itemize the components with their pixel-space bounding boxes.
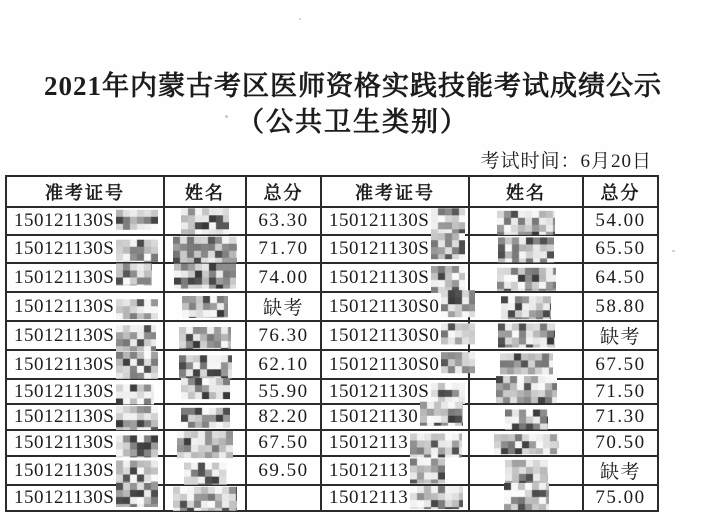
admission-id-cell (6, 235, 164, 263)
name-cell (469, 456, 583, 485)
column-header: 姓名 (164, 176, 246, 207)
score-cell: 64.50 (583, 263, 658, 292)
name-cell (469, 207, 583, 235)
name-cell (469, 379, 583, 404)
admission-id-cell (321, 235, 469, 263)
column-header: 准考证号 (321, 176, 469, 207)
admission-id-cell (321, 292, 469, 321)
admission-id-prefix: 150121130S (14, 266, 115, 288)
redaction-mosaic (410, 486, 463, 509)
redaction-mosaic (116, 483, 158, 507)
score-cell: 74.00 (246, 263, 321, 292)
redaction-mosaic (431, 208, 465, 234)
admission-id-cell (321, 430, 469, 456)
redaction-mosaic (504, 483, 549, 510)
admission-id-prefix: 150121130S (14, 210, 115, 231)
name-cell (469, 235, 583, 263)
score-cell: 55.90 (246, 379, 321, 404)
redaction-mosaic (496, 376, 557, 403)
admission-id-prefix: 150121130S (14, 487, 115, 508)
name-cell (164, 404, 246, 430)
exam-time-label: 考试时间：6月20日 (480, 151, 652, 172)
score-cell: 63.30 (246, 207, 321, 235)
redaction-mosaic (173, 237, 237, 263)
table-row (6, 485, 658, 511)
redaction-mosaic (181, 208, 229, 234)
admission-id-prefix: 150121130S (329, 210, 430, 231)
score-cell: 65.50 (583, 235, 658, 263)
table-row (6, 456, 658, 485)
admission-id-cell (321, 321, 469, 350)
redaction-mosaic (173, 487, 237, 511)
admission-id-prefix: 150121130 (329, 406, 419, 427)
redaction-mosaic (498, 323, 555, 347)
admission-id-prefix: 15012113 (329, 459, 409, 481)
redaction-mosaic (420, 402, 463, 426)
redaction-mosaic (116, 461, 158, 484)
name-cell (164, 379, 246, 404)
admission-id-cell (6, 379, 164, 404)
admission-id-prefix: 150121130S (329, 238, 430, 259)
redaction-mosaic (179, 327, 231, 349)
admission-id-cell (321, 350, 469, 379)
admission-id-prefix: 15012113 (329, 487, 409, 508)
score-cell: 71.50 (583, 379, 658, 404)
admission-id-prefix: 150121130S (329, 266, 430, 288)
redaction-mosaic (441, 352, 475, 373)
redaction-mosaic (116, 299, 158, 319)
admission-id-prefix: 150121130S (14, 459, 115, 481)
column-header: 总分 (583, 176, 658, 207)
score-cell: 缺考 (583, 321, 658, 350)
table-row (6, 430, 658, 456)
name-cell (164, 456, 246, 485)
redaction-mosaic (116, 263, 152, 285)
table-row (6, 404, 658, 430)
table-row (6, 207, 658, 235)
admission-id-prefix: 150121130S (14, 380, 115, 402)
redaction-mosaic (497, 211, 555, 235)
admission-id-cell (6, 430, 164, 456)
name-cell (164, 321, 246, 350)
redaction-mosaic (410, 434, 462, 458)
score-cell: 缺考 (246, 292, 321, 321)
table-row (6, 350, 658, 379)
score-cell: 缺考 (583, 456, 658, 485)
admission-id-cell (321, 379, 469, 404)
redaction-mosaic (505, 410, 548, 430)
admission-id-prefix: 150121130S (14, 406, 115, 427)
column-header: 总分 (246, 176, 321, 207)
name-cell (164, 430, 246, 456)
redaction-mosaic (497, 268, 556, 291)
page-subtitle: （公共卫生类别） (237, 107, 469, 137)
name-cell (164, 485, 246, 511)
score-cell: 70.50 (583, 430, 658, 456)
admission-id-prefix: 150121130S0 (329, 295, 440, 317)
table-header-row (6, 176, 658, 207)
redaction-mosaic (500, 353, 553, 374)
score-cell: 54.00 (583, 207, 658, 235)
redaction-mosaic (116, 435, 158, 457)
name-cell (469, 430, 583, 456)
table-row (6, 263, 658, 292)
redaction-mosaic (494, 434, 559, 454)
redaction-mosaic (441, 323, 475, 344)
redaction-mosaic (498, 237, 554, 262)
redaction-mosaic (116, 325, 156, 351)
score-cell: 62.10 (246, 350, 321, 379)
redaction-mosaic (179, 355, 232, 378)
score-cell: 67.50 (246, 430, 321, 456)
column-header: 准考证号 (6, 176, 164, 207)
redaction-mosaic (441, 290, 475, 317)
redaction-mosaic (116, 210, 158, 230)
admission-id-cell (6, 263, 164, 292)
admission-id-cell (6, 207, 164, 235)
admission-id-cell (321, 456, 469, 485)
score-cell: 71.70 (246, 235, 321, 263)
table-row (6, 235, 658, 263)
admission-id-cell (6, 456, 164, 485)
score-cell: 76.30 (246, 321, 321, 350)
admission-id-prefix: 150121130S0 (329, 353, 440, 375)
score-cell: 69.50 (246, 456, 321, 485)
name-cell (164, 263, 246, 292)
redaction-mosaic (182, 296, 228, 318)
name-cell (164, 350, 246, 379)
scan-speck (672, 250, 675, 252)
score-cell (246, 485, 321, 511)
name-cell (469, 404, 583, 430)
score-cell: 67.50 (583, 350, 658, 379)
name-cell (469, 292, 583, 321)
name-cell (469, 350, 583, 379)
admission-id-prefix: 150121130S (14, 353, 115, 375)
redaction-mosaic (184, 462, 227, 484)
column-header: 姓名 (469, 176, 583, 207)
admission-id-cell (321, 404, 469, 430)
scan-speck (299, 18, 301, 20)
redaction-mosaic (431, 233, 465, 259)
admission-id-prefix: 150121130S (14, 295, 115, 317)
admission-id-cell (6, 321, 164, 350)
redaction-mosaic (431, 266, 465, 293)
name-cell (469, 321, 583, 350)
table-row (6, 292, 658, 321)
name-cell (164, 207, 246, 235)
admission-id-prefix: 150121130S (14, 432, 115, 453)
admission-id-prefix: 15012113 (329, 432, 409, 453)
redaction-mosaic (181, 378, 230, 399)
name-cell (469, 485, 583, 511)
redaction-mosaic (177, 431, 233, 458)
admission-id-prefix: 150121130S (329, 380, 430, 402)
admission-id-cell (6, 350, 164, 379)
admission-id-prefix: 150121130S0 (329, 324, 440, 346)
redaction-mosaic (116, 384, 154, 404)
admission-id-cell (6, 292, 164, 321)
redaction-mosaic (116, 240, 158, 262)
table-row (6, 379, 658, 404)
scan-speck (225, 115, 228, 118)
redaction-mosaic (505, 460, 548, 483)
redaction-mosaic (501, 296, 551, 319)
page-title: 2021年内蒙古考区医师资格实践技能考试成绩公示 (44, 71, 662, 101)
score-cell: 82.20 (246, 404, 321, 430)
admission-id-cell (321, 263, 469, 292)
admission-id-cell (321, 485, 469, 511)
name-cell (164, 292, 246, 321)
admission-id-cell (6, 404, 164, 430)
score-cell: 75.00 (583, 485, 658, 511)
score-cell: 71.30 (583, 404, 658, 430)
redaction-mosaic (116, 352, 158, 379)
name-cell (164, 235, 246, 263)
results-table (5, 175, 659, 512)
redaction-mosaic (174, 264, 236, 289)
redaction-mosaic (410, 459, 445, 484)
score-cell: 58.80 (583, 292, 658, 321)
name-cell (469, 263, 583, 292)
admission-id-cell (6, 485, 164, 511)
admission-id-prefix: 150121130S (14, 324, 115, 346)
table-row (6, 321, 658, 350)
admission-id-cell (321, 207, 469, 235)
admission-id-prefix: 150121130S (14, 238, 115, 259)
redaction-mosaic (116, 406, 158, 430)
redaction-mosaic (181, 408, 230, 428)
